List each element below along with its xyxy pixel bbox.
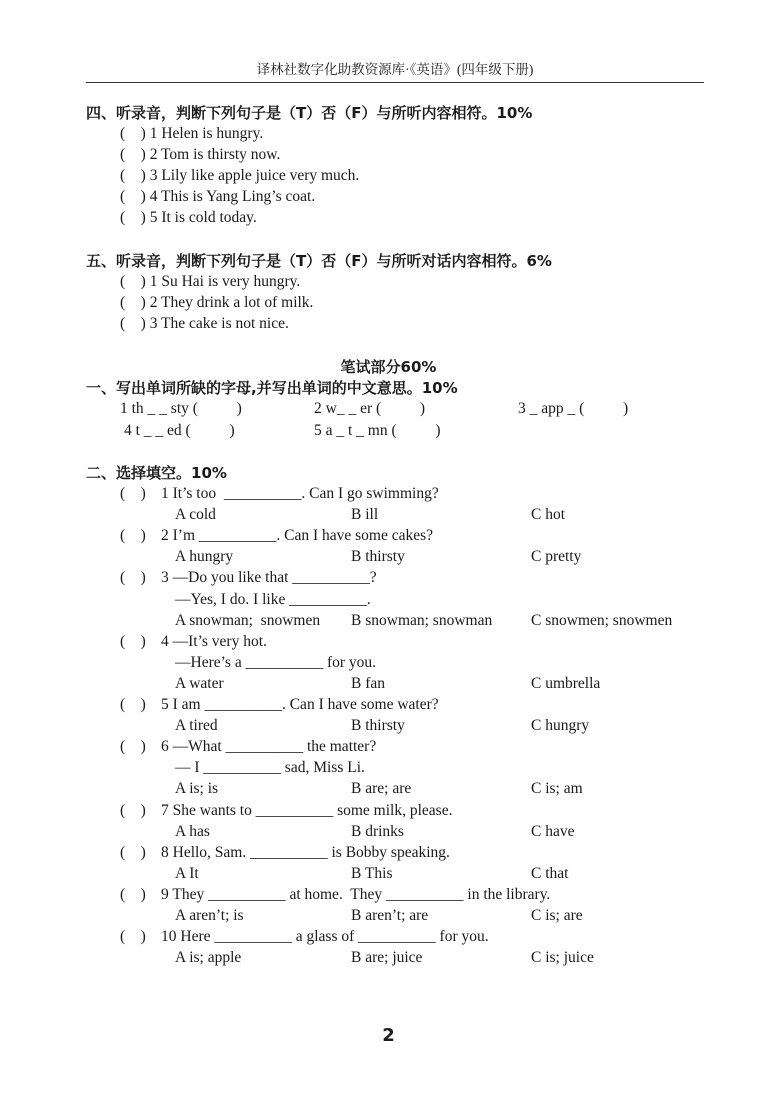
question-text: —Yes, I do. I like __________. bbox=[175, 590, 371, 608]
section-4-title: 四、听录音，判断下列句子是（T）否（F）与所听内容相符。10% bbox=[86, 104, 533, 122]
option-c: C is; am bbox=[531, 780, 583, 798]
word-item: 4 t _ _ ed ( ) bbox=[124, 422, 235, 439]
option-b: B thirsty bbox=[351, 717, 405, 735]
question-text: 5 I am __________. Can I have some water? bbox=[161, 696, 439, 713]
option-b: B ill bbox=[351, 506, 379, 524]
written-2-title: 二、选择填空。10% bbox=[86, 464, 227, 482]
question-text: 10 Here __________ a glass of __________ for you. bbox=[161, 928, 489, 946]
written-part-title: 笔试部分60% bbox=[340, 358, 437, 376]
option-b: B fan bbox=[351, 674, 386, 692]
option-b: B are; juice bbox=[351, 949, 423, 967]
question-text: 1 It’s too __________. Can I go swimming? bbox=[161, 485, 439, 502]
word-item: 5 a _ t _ mn ( ) bbox=[314, 422, 441, 439]
word-item: 3 _ app _ ( ) bbox=[518, 400, 629, 417]
question-text: 6 —What __________ the matter? bbox=[161, 738, 377, 756]
answer-paren: ( ) bbox=[120, 801, 146, 819]
answer-paren: ( ) bbox=[120, 885, 146, 903]
option-b: B aren’t; are bbox=[351, 907, 429, 924]
sec4-item: ( ) 5 It is cold today. bbox=[120, 209, 257, 226]
section-5-title: 五、听录音，判断下列句子是（T）否（F）与所听对话内容相符。6% bbox=[86, 252, 552, 270]
option-c: C have bbox=[531, 822, 575, 840]
option-c: C umbrella bbox=[531, 674, 601, 692]
option-b: B thirsty bbox=[351, 548, 405, 566]
answer-paren: ( ) bbox=[120, 738, 146, 756]
option-c: C snowmen; snowmen bbox=[531, 611, 673, 629]
option-c: C hot bbox=[531, 506, 566, 524]
written-1-title: 一、写出单词所缺的字母,并写出单词的中文意思。10% bbox=[86, 379, 458, 397]
question-text: 2 I’m __________. Can I have some cakes? bbox=[161, 527, 434, 545]
answer-paren: ( ) bbox=[120, 843, 146, 861]
option-a: A snowman; snowmen bbox=[175, 611, 321, 629]
option-c: C pretty bbox=[531, 548, 582, 566]
question-text: —Here’s a __________ for you. bbox=[175, 653, 377, 671]
option-a: A aren’t; is bbox=[175, 907, 244, 924]
option-a: A tired bbox=[175, 717, 218, 735]
option-a: A It bbox=[175, 864, 199, 882]
answer-paren: ( ) bbox=[120, 569, 146, 587]
answer-paren: ( ) bbox=[120, 485, 146, 502]
answer-paren: ( ) bbox=[120, 696, 146, 713]
answer-paren: ( ) bbox=[120, 632, 146, 650]
option-c: C hungry bbox=[531, 717, 590, 735]
answer-paren: ( ) bbox=[120, 928, 146, 946]
question-text: 7 She wants to __________ some milk, please. bbox=[161, 801, 453, 819]
page-header: 译林社数字化助教资源库·《英语》(四年级下册) bbox=[86, 60, 704, 83]
option-b: B snowman; snowman bbox=[351, 611, 493, 629]
option-b: B This bbox=[351, 864, 393, 882]
sec5-item: ( ) 3 The cake is not nice. bbox=[120, 315, 289, 332]
option-b: B are; are bbox=[351, 780, 412, 798]
option-c: C that bbox=[531, 864, 569, 882]
sec4-item: ( ) 1 Helen is hungry. bbox=[120, 125, 264, 142]
option-a: A is; apple bbox=[175, 949, 242, 967]
question-text: 3 —Do you like that __________? bbox=[161, 569, 377, 587]
sec5-item: ( ) 2 They drink a lot of milk. bbox=[120, 294, 314, 311]
sec5-item: ( ) 1 Su Hai is very hungry. bbox=[120, 273, 301, 290]
question-text: 8 Hello, Sam. __________ is Bobby speaking. bbox=[161, 843, 450, 861]
word-item: 1 th _ _ sty ( ) bbox=[120, 400, 242, 417]
option-a: A has bbox=[175, 822, 210, 840]
option-a: A water bbox=[175, 674, 224, 692]
option-a: A is; is bbox=[175, 780, 219, 798]
option-a: A cold bbox=[175, 506, 216, 524]
sec4-item: ( ) 2 Tom is thirsty now. bbox=[120, 146, 281, 163]
page-number: 2 bbox=[382, 1025, 395, 1046]
option-c: C is; juice bbox=[531, 949, 594, 967]
answer-paren: ( ) bbox=[120, 527, 146, 545]
question-text: 9 They __________ at home. They __________ in the library. bbox=[161, 885, 551, 903]
option-a: A hungry bbox=[175, 548, 234, 566]
question-text: — I __________ sad, Miss Li. bbox=[175, 759, 365, 777]
sec4-item: ( ) 4 This is Yang Ling’s coat. bbox=[120, 188, 316, 205]
sec4-item: ( ) 3 Lily like apple juice very much. bbox=[120, 167, 360, 184]
word-item: 2 w_ _ er ( ) bbox=[314, 400, 426, 417]
question-text: 4 —It’s very hot. bbox=[161, 632, 267, 650]
option-c: C is; are bbox=[531, 907, 583, 924]
option-b: B drinks bbox=[351, 822, 404, 840]
